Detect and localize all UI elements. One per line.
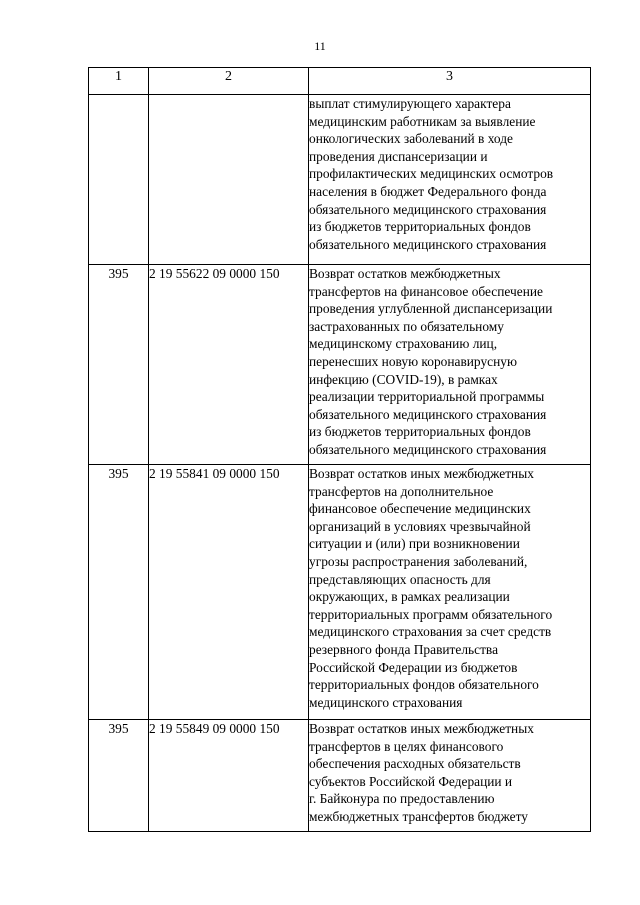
description-line: резервного фонда Правительства [309, 641, 499, 657]
description-line: обеспечения расходных обязательств [309, 756, 521, 772]
description-line: проведения диспансеризации и [309, 148, 488, 164]
description-line: Возврат остатков межбюджетных [309, 266, 501, 281]
description-line: территориальных программ обязательного [309, 606, 553, 622]
description-line: трансфертов на финансовое обеспечение [309, 283, 543, 299]
table-row [89, 95, 591, 265]
description-line: территориальных фондов обязательного [309, 677, 539, 693]
description-line: из бюджетов территориальных фондов [309, 219, 531, 235]
description-line: онкологических заболеваний в ходе [309, 131, 513, 147]
description-line: застрахованных по обязательному [309, 318, 504, 334]
description-line: выплат стимулирующего характера [309, 96, 511, 111]
column-header: 2 [149, 68, 309, 95]
description-line: окружающих, в рамках реализации [309, 589, 510, 605]
description-line: медицинским работникам за выявление [309, 113, 536, 129]
table-row [89, 720, 591, 832]
description-line: обязательного медицинского страхования [309, 201, 547, 217]
cell-description [309, 720, 591, 832]
description-line: Российской Федерации из бюджетов [309, 659, 518, 675]
description-line: обязательного медицинского страхования [309, 406, 547, 422]
description-line: обязательного медицинского страхования [309, 441, 547, 457]
cell-budget-code: 2 19 55622 09 0000 150 [149, 265, 309, 465]
cell-description [309, 95, 591, 265]
cell-number: 395 [89, 265, 149, 465]
cell-budget-code [149, 95, 309, 265]
description-line: медицинского страхования за счет средств [309, 624, 552, 640]
description-line: субъектов Российской Федерации и [309, 773, 513, 789]
cell-description [309, 465, 591, 720]
table-row [89, 265, 591, 465]
budget-code-table [88, 67, 591, 832]
cell-number: 395 [89, 720, 149, 832]
table-header-row [89, 68, 591, 95]
cell-budget-code: 2 19 55849 09 0000 150 [149, 720, 309, 832]
description-line: межбюджетных трансфертов бюджету [309, 808, 528, 824]
column-header: 1 [89, 68, 149, 95]
description-line: организаций в условиях чрезвычайной [309, 518, 531, 534]
description-line: ситуации и (или) при возникновении [309, 536, 520, 552]
description-line: перенесших новую коронавирусную [309, 353, 517, 369]
page-number: 11 [314, 39, 326, 53]
description-line: финансовое обеспечение медицинских [309, 501, 531, 517]
description-line: представляющих опасность для [309, 571, 491, 587]
description-line: Возврат остатков иных межбюджетных [309, 721, 534, 736]
cell-budget-code: 2 19 55841 09 0000 150 [149, 465, 309, 720]
description-line: медицинскому страхованию лиц, [309, 336, 498, 352]
description-line: населения в бюджет Федерального фонда [309, 183, 547, 199]
description-line: г. Байконура по предоставлению [309, 791, 495, 807]
description-line: трансфертов в целях финансового [309, 738, 504, 754]
cell-number [89, 95, 149, 265]
column-header: 3 [309, 68, 591, 95]
description-line: медицинского страхования [309, 694, 463, 710]
description-line: Возврат остатков иных межбюджетных [309, 466, 534, 481]
description-line: из бюджетов территориальных фондов [309, 424, 531, 440]
description-line: трансфертов на дополнительное [309, 483, 494, 499]
description-line: обязательного медицинского страхования [309, 236, 547, 252]
description-line: реализации территориальной программы [309, 389, 545, 405]
description-line: профилактических медицинских осмотров [309, 166, 554, 182]
description-line: инфекцию (COVID-19), в рамках [309, 371, 498, 387]
table-row [89, 465, 591, 720]
cell-number: 395 [89, 465, 149, 720]
description-line: угрозы распространения заболеваний, [309, 553, 528, 569]
description-line: проведения углубленной диспансеризации [309, 301, 553, 317]
cell-description [309, 265, 591, 465]
